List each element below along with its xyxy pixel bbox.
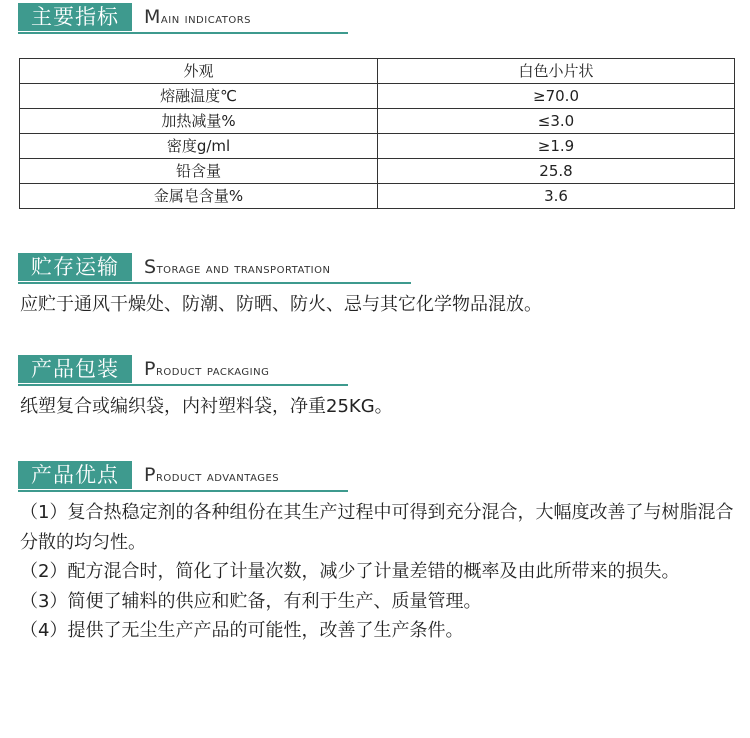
table-row: [20, 134, 735, 159]
table-row: [20, 184, 735, 209]
packaging-text: 纸塑复合或编织袋，内衬塑料袋，净重25KG。: [20, 396, 393, 417]
spec-name: 外观: [20, 59, 378, 84]
advantage-item: （2）配方混合时，简化了计量次数，减少了计量差错的概率及由此所带来的损失。: [20, 561, 680, 582]
advantages-list: [20, 498, 740, 646]
section-title-cn: 产品包装: [18, 355, 132, 383]
spec-value: 白色小片状: [378, 59, 735, 84]
advantage-item: （4）提供了无尘生产产品的可能性，改善了生产条件。: [20, 620, 464, 641]
spec-name: 加热减量%: [20, 109, 378, 134]
spec-value: ≥70.0: [378, 84, 735, 109]
section-underline: [18, 490, 348, 492]
table-row: [20, 84, 735, 109]
table-row: [20, 109, 735, 134]
spec-value: 3.6: [378, 184, 735, 209]
spec-value: ≥1.9: [378, 134, 735, 159]
table-row: [20, 159, 735, 184]
section-underline: [18, 384, 348, 386]
advantage-item: （3）简便了辅料的供应和贮备，有利于生产、质量管理。: [20, 590, 482, 612]
spec-table: [19, 58, 735, 209]
section-title-cn: 主要指标: [18, 3, 132, 31]
spec-name: 金属皂含量%: [20, 184, 378, 209]
section-underline: [18, 282, 411, 284]
section-title-cn: 产品优点: [18, 461, 132, 489]
spec-value: ≤3.0: [378, 109, 735, 134]
section-underline: [18, 32, 348, 34]
storage-text: 应贮于通风干燥处、防潮、防晒、防火、忌与其它化学物品混放。: [20, 294, 542, 315]
table-row: [20, 59, 735, 84]
spec-name: 熔融温度℃: [20, 84, 378, 109]
advantage-item: （1）复合热稳定剂的各种组份在其生产过程中可得到充分混合，大幅度改善了与树脂混合分散的均匀性。: [20, 502, 734, 553]
section-title-cn: 贮存运输: [18, 253, 132, 281]
spec-value: 25.8: [378, 159, 735, 184]
section-title-en: Product advantages: [144, 464, 280, 486]
section-title-en: Product packaging: [144, 358, 270, 380]
spec-name: 铅含量: [20, 159, 378, 184]
section-title-en: Storage and transportation: [144, 256, 331, 278]
spec-name: 密度g/ml: [20, 134, 378, 159]
section-title-en: Main indicators: [144, 6, 252, 28]
